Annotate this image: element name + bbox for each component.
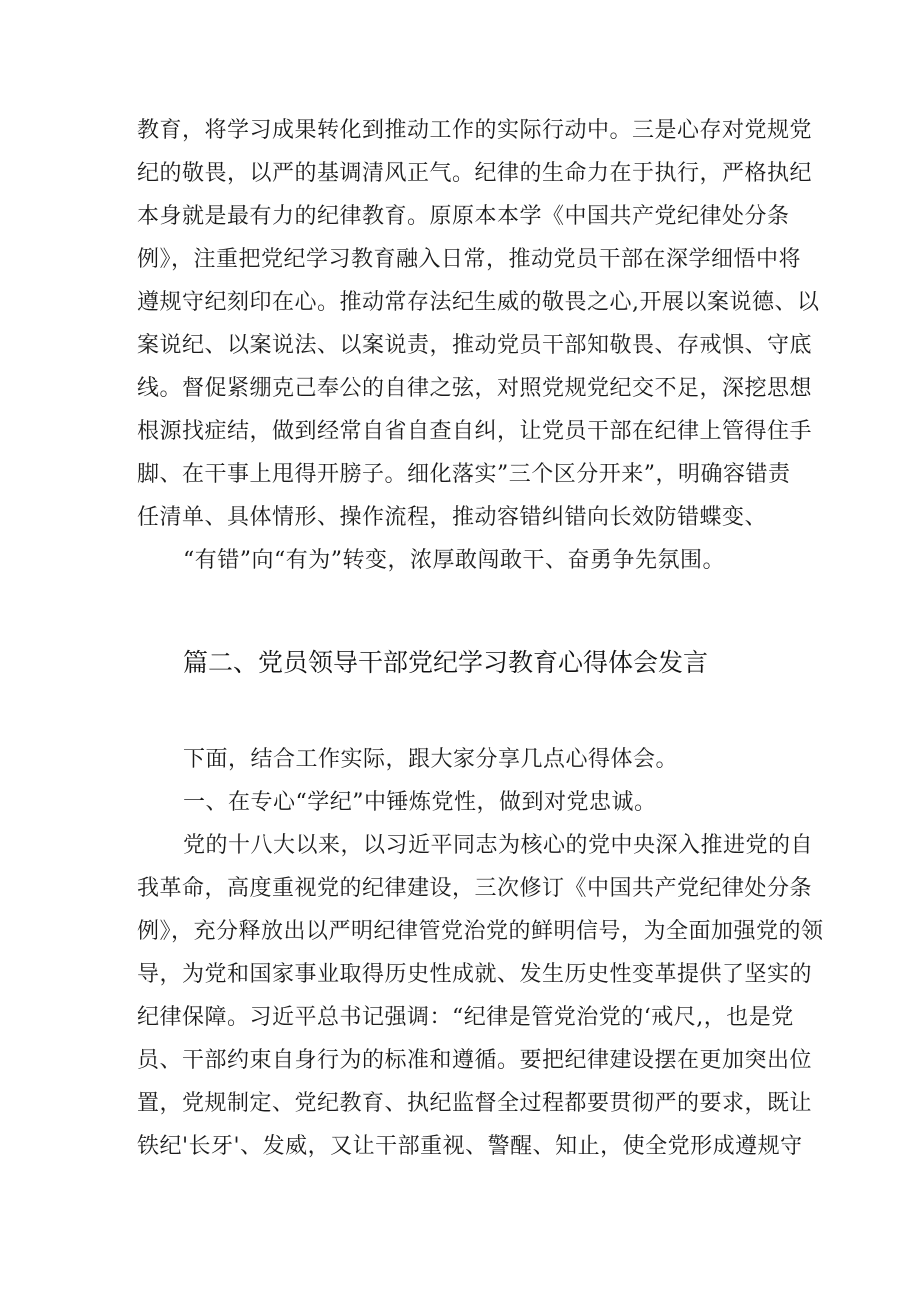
text-line: 导，为党和国家事业取得历史性成就、发生历史性变革提供了坚实的 [137, 962, 813, 987]
text-line: 我革命，高度重视党的纪律建设，三次修订《中国共产党纪律处分条 [137, 876, 813, 901]
text-line: 本身就是最有力的纪律教育。原原本本学《中国共产党纪律处分条 [137, 204, 790, 229]
text-line: 遵规守纪刻印在心。推动常存法纪生威的敬畏之心,开展以案说德、以 [137, 290, 820, 315]
section-heading: 篇二、党员领导干部党纪学习教育心得体会发言 [183, 648, 709, 677]
subheading-line: 一、在专心“学纪”中锤炼党性，做到对党忠诚。 [183, 790, 657, 815]
text-line: 任清单、具体情形、操作流程，推动容错纠错向长效防错蝶变、 [137, 505, 768, 530]
text-line: 纪律保障。习近平总书记强调：“纪律是管党治党的‘戒尺,，也是党 [137, 1005, 794, 1030]
text-line: 铁纪'长牙'、发威，又让干部重视、警醒、知止，使全党形成遵规守 [137, 1134, 803, 1159]
text-line: 线。督促紧绷克己奉公的自律之弦，对照党规党纪交不足，深挖思想 [137, 376, 813, 401]
text-line: 案说纪、以案说法、以案说责，推动党员干部知敬畏、存戒惧、守底 [137, 333, 813, 358]
text-line: 脚、在干事上甩得开膀子。细化落实”三个区分开来”，明确容错责 [137, 462, 791, 487]
text-line: 根源找症结，做到经常自省自查自纠，让党员干部在纪律上管得住手 [137, 419, 813, 444]
text-line: 员、干部约束自身行为的标准和遵循。要把纪律建设摆在更加突出位 [137, 1048, 813, 1073]
text-line: 例》，注重把党纪学习教育融入日常，推动党员干部在深学细悟中将 [137, 247, 802, 272]
text-line: 例》，充分释放出以严明纪律管党治党的鲜明信号，为全面加强党的领 [137, 919, 824, 944]
text-line: 下面，结合工作实际，跟大家分享几点心得体会。 [183, 747, 679, 772]
text-line: 纪的敬畏，以严的基调清风正气。纪律的生命力在于执行，严格执纪 [137, 161, 813, 186]
text-line: 教育，将学习成果转化到推动工作的实际行动中。三是心存对党规党 [137, 118, 813, 143]
text-line: 置，党规制定、党纪教育、执纪监督全过程都要贯彻严的要求，既让 [137, 1091, 813, 1116]
text-line: 党的十八大以来，以习近平同志为核心的党中央深入推进党的自 [183, 833, 814, 858]
text-line: “有错”向“有为”转变，浓厚敢闯敢干、奋勇争先氛围。 [183, 548, 725, 573]
